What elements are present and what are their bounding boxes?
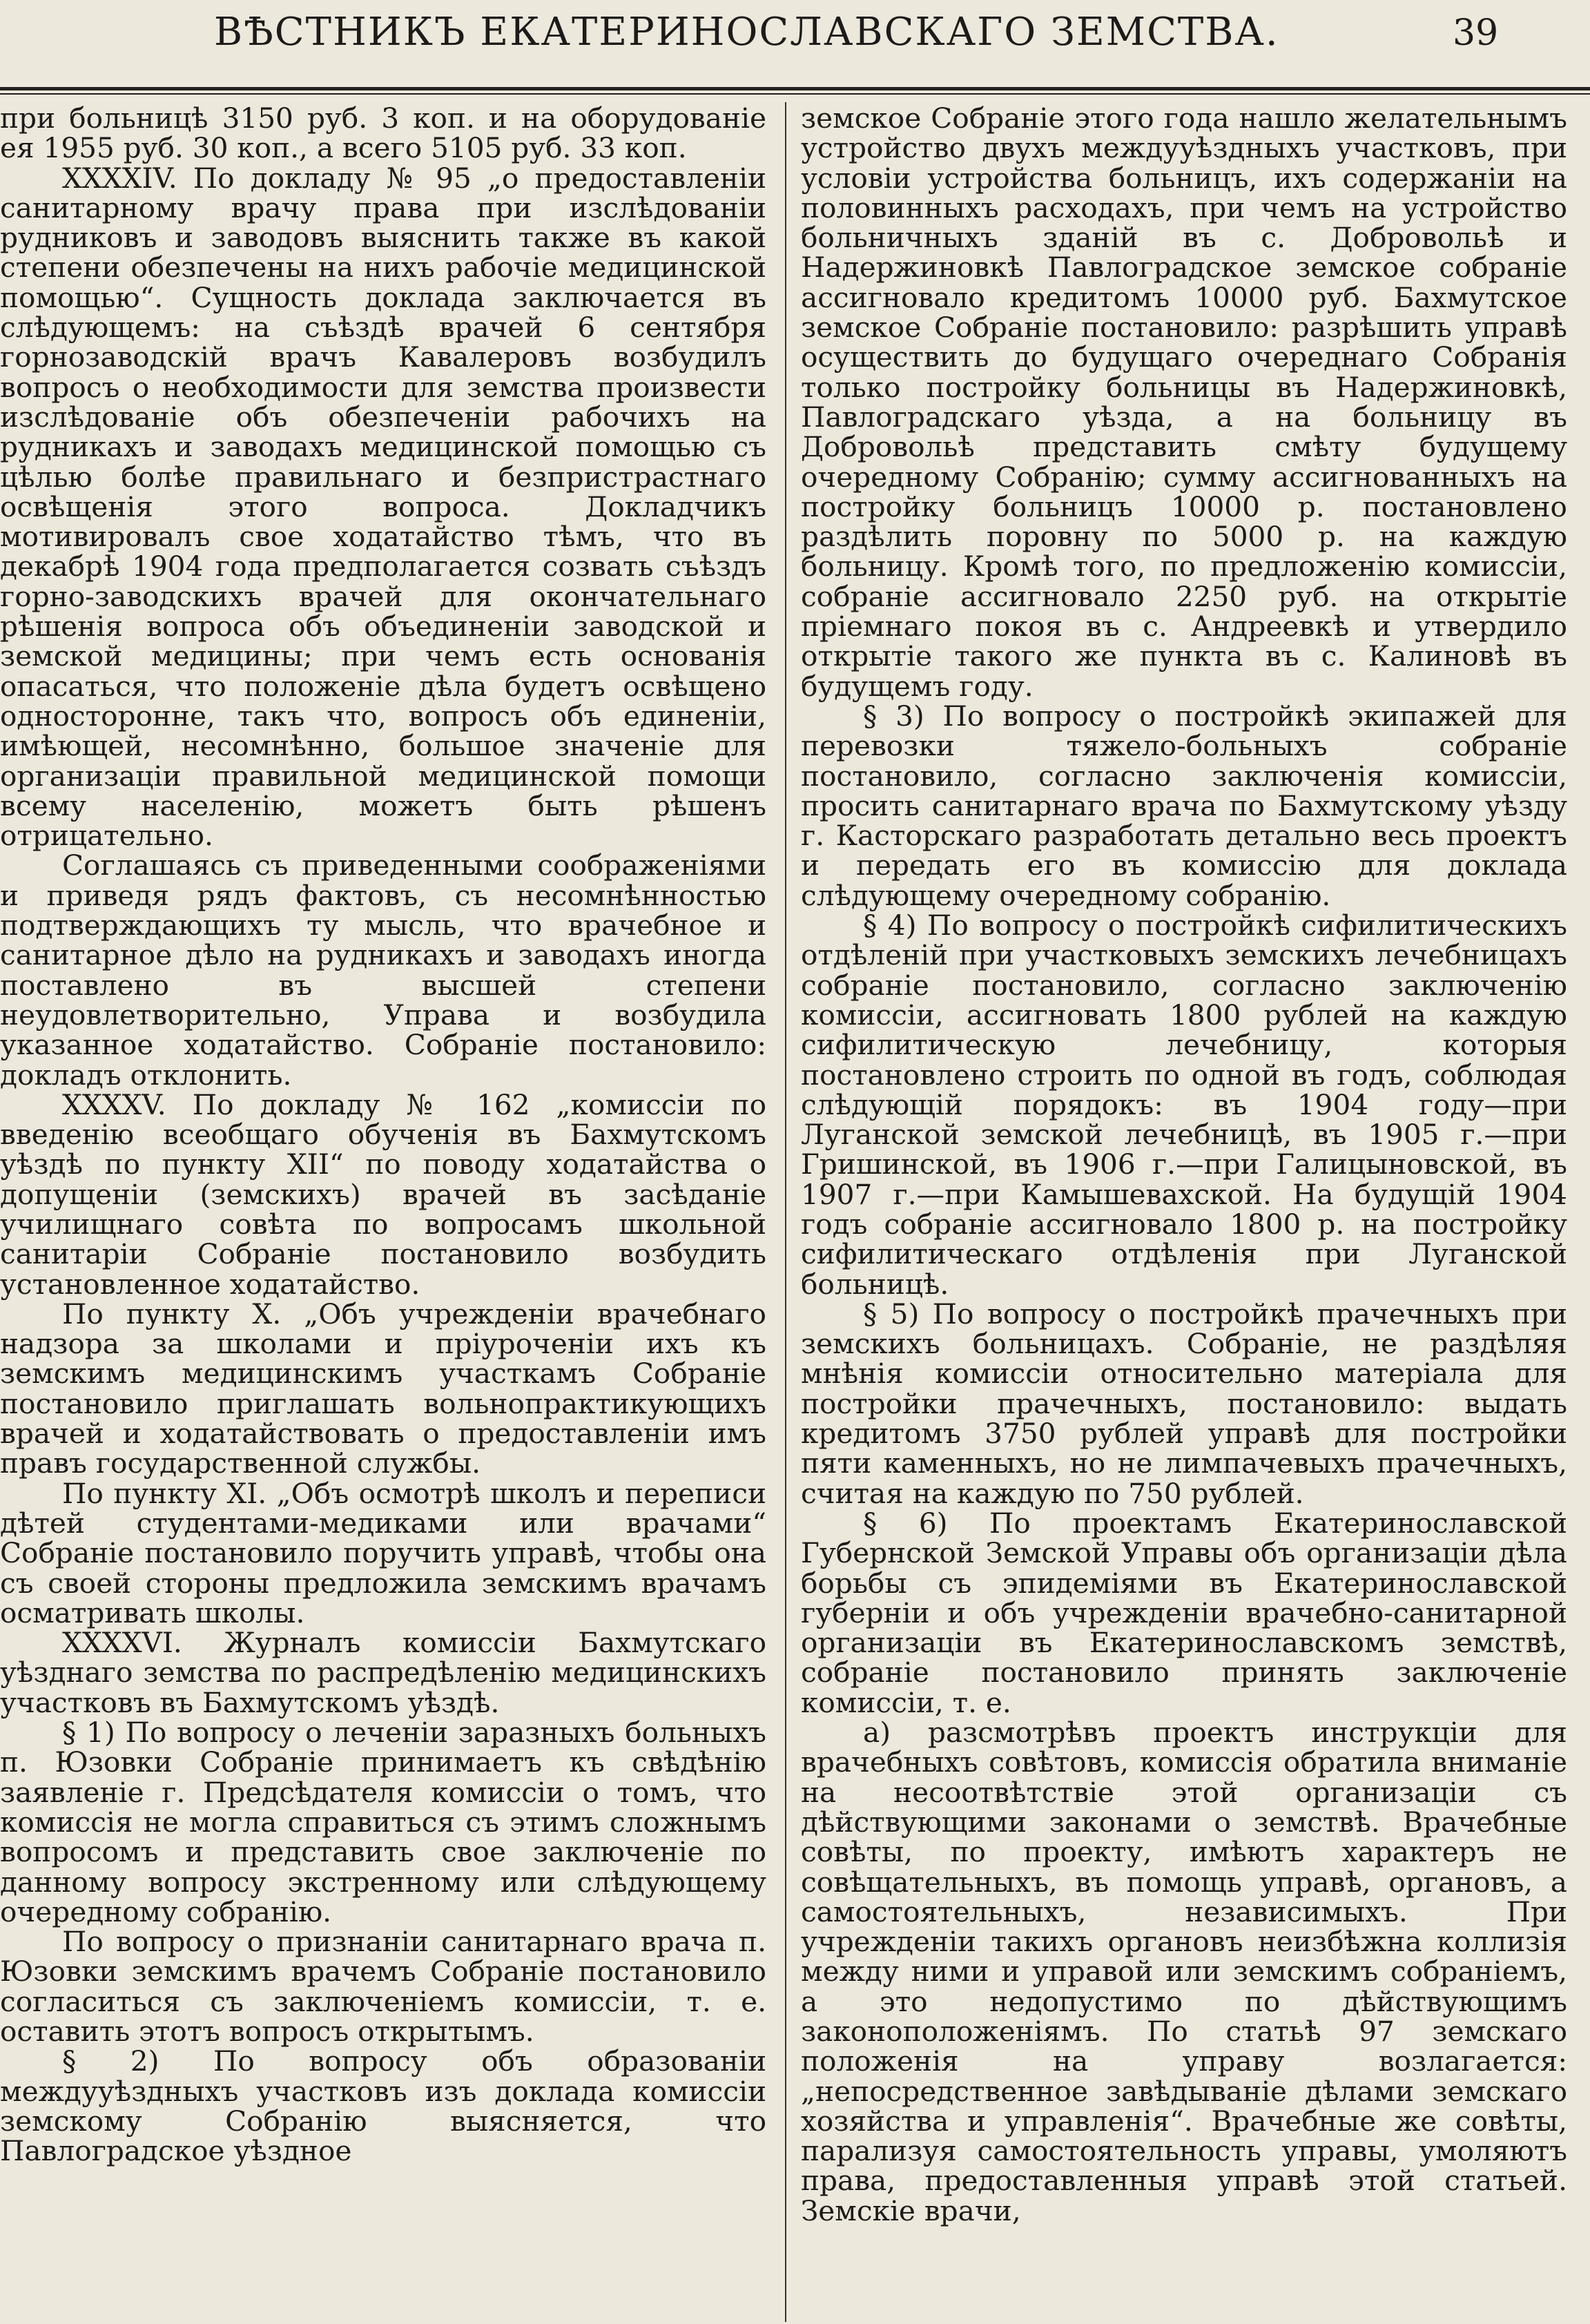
page-number: 39 <box>1453 12 1499 54</box>
paragraph: XXXXVI. Журналъ комиссіи Бахмутскаго уѣзднаго земства по распредѣленію медицинскихъ участковъ въ Бахмутскомъ уѣздѣ. <box>0 1626 766 1719</box>
paragraph: § 2) По вопросу объ образованіи междууѣздныхъ участковъ изъ доклада комиссіи земскому Собранію выясняется, что Павлоградское уѣздное <box>0 2044 766 2168</box>
paragraph: § 5) По вопросу о постройкѣ прачечныхъ при земскихъ больницахъ. Собраніе, не раздѣляя мнѣнія комиссіи относительно матеріала для постройки прачечныхъ, постановило: выдать кредитомъ 3750 рублей управѣ для постройки пяти каменныхъ, но не лимпачевыхъ прачечныхъ, считая на каждую по 750 рублей. <box>801 1297 1567 1510</box>
column-divider <box>785 102 786 2322</box>
paragraph: при больницѣ 3150 руб. 3 коп. и на оборудованіе ея 1955 руб. 30 коп., а всего 5105 руб. 33 коп. <box>0 101 766 165</box>
left-column <box>0 101 766 2168</box>
paragraph: § 3) По вопросу о постройкѣ экипажей для перевозки тяжело-больныхъ собраніе постановило, согласно заключенія комиссіи, просить санитарнаго врача по Бахмутскому уѣзду г. Касторскаго разработать детально весь проектъ и передать его въ комиссію для доклада слѣдующему очередному собранію. <box>801 699 1567 912</box>
paragraph: По пункту XI. „Объ осмотрѣ школъ и переписи дѣтей студентами-медиками или врачами“ Собраніе постановило поручить управѣ, чтобы она съ своей стороны предложила земскимъ врачамъ осматривать школы. <box>0 1476 766 1629</box>
paragraph: По пункту X. „Объ учрежденіи врачебнаго надзора за школами и пріуроченіи ихъ къ земскимъ медицинскимъ участкамъ Собраніе постановило приглашать вольнопрактикующихъ врачей и ходатайствовать о предоставленіи имъ правъ государственной службы. <box>0 1297 766 1480</box>
journal-title: ВѢСТНИКЪ ЕКАТЕРИНОСЛАВСКАГО ЗЕМСТВА. <box>214 10 1279 55</box>
paragraph: XXXXV. По докладу № 162 „комиссіи по введенію всеобщаго обученія въ Бахмутскомъ уѣздѣ по пункту XII“ по поводу ходатайства о допущеніи (земскихъ) врачей въ засѣданіе училищнаго совѣта по вопросамъ школьной санитаріи Собраніе постановило возбудить установленное ходатайство. <box>0 1087 766 1301</box>
paragraph: § 4) По вопросу о постройкѣ сифилитическихъ отдѣленій при участковыхъ земскихъ лечебницахъ собраніе постановило, согласно заключенію комиссіи, ассигновать 1800 рублей на каждую сифилитическую лечебницу, которыя постановлено строить по одной въ годъ, соблюдая слѣдующій порядокъ: въ 1904 году—при Луганской земской лечебницѣ, въ 1905 г.—при Гришинской, въ 1906 г.—при Галицыновской, въ 1907 г.—при Камышевахской. На будущій 1904 годъ собраніе ассигновало 1800 р. на постройку сифилитическаго отдѣленія при Луганской больницѣ. <box>801 909 1567 1301</box>
paragraph: XXXXIV. По докладу № 95 „о предоставленіи санитарному врачу права при изслѣдованіи рудниковъ и заводовъ выяснить также въ какой степени обезпечены на нихъ рабочіе медицинской помощью“. Сущность доклада заключается въ слѣдующемъ: на съѣздѣ врачей 6 сентября горнозаводскій врачъ Кавалеровъ возбудилъ вопросъ о необходимости для земства произвести изслѣдованіе объ обезпеченіи рабочихъ на рудникахъ и заводахъ медицинской помощью съ цѣлью болѣе правильнаго и безпристрастнаго освѣщенія этого вопроса. Докладчикъ мотивировалъ свое ходатайство тѣмъ, что въ декабрѣ 1904 года предполагается созвать съѣздъ горно-заводскихъ врачей для окончательнаго рѣшенія вопроса объ объединеніи заводской и земской медицины; при чемъ есть основанія опасаться, что положеніе дѣла будетъ освѣщено односторонне, такъ что, вопросъ объ единеніи, имѣющей, несомнѣнно, большое значеніе для организаціи правильной медицинской помощи всему населенію, можетъ быть рѣшенъ отрицательно. <box>0 161 766 853</box>
paragraph: Соглашаясь съ приведенными соображеніями и приведя рядъ фактовъ, съ несомнѣнностью подтверждающихъ ту мысль, что врачебное и санитарное дѣло на рудникахъ и заводахъ иногда поставлено въ высшей степени неудовлетворительно, Управа и возбудила указанное ходатайство. Собраніе постановило: докладъ отклонить. <box>0 849 766 1092</box>
paragraph: § 1) По вопросу о леченіи заразныхъ больныхъ п. Юзовки Собраніе принимаетъ къ свѣдѣнію заявленіе г. Предсѣдателя комиссіи о томъ, что комиссія не могла справиться съ этимъ сложнымъ вопросомъ и представить свое заключеніе по данному вопросу экстренному или слѣдующему очередному собранію. <box>0 1716 766 1928</box>
paragraph: § 6) По проектамъ Екатеринославской Губернской Земской Управы объ организаціи дѣла борьбы съ эпидеміями въ Екатеринославской губерніи и объ учрежденіи врачебно-санитарной организаціи въ Екатеринославскомъ земствѣ, собраніе постановило принять заключеніе комиссіи, т. е. <box>801 1506 1567 1719</box>
paragraph: земское Собраніе этого года нашло желательнымъ устройство двухъ междууѣздныхъ участковъ, при условіи устройства больницъ, ихъ содержаніи на половинныхъ расходахъ, при чемъ на устройство больничныхъ зданій въ с. Добровольѣ и Надержиновкѣ Павлоградское земское собраніе ассигновало кредитомъ 10000 руб. Бахмутское земское Собраніе постановило: разрѣшить управѣ осуществить до будущаго очереднаго Собранія только постройку больницы въ Надержиновкѣ, Павлоградскаго уѣзда, а на больницу въ Добровольѣ представить смѣту будущему очередному Собранію; сумму ассигнованныхъ на постройку больницъ 10000 р. постановлено раздѣлить поровну по 5000 р. на каждую больницу. Кромѣ того, по предложенію комиссіи, собраніе ассигновало 2250 руб. на открытіе пріемнаго покоя въ с. Андреевкѣ и утвердило открытіе такого же пункта въ с. Калиновѣ въ будущемъ году. <box>801 101 1567 703</box>
header-rule <box>0 87 1590 95</box>
paragraph: По вопросу о признаніи санитарнаго врача п. Юзовки земскимъ врачемъ Собраніе постановило согласиться съ заключеніемъ комиссіи, т. е. оставить этотъ вопросъ открытымъ. <box>0 1925 766 2048</box>
page-header <box>0 0 1590 83</box>
paragraph: а) разсмотрѣвъ проектъ инструкціи для врачебныхъ совѣтовъ, комиссія обратила вниманіе на несоотвѣтствіе этой организаціи съ дѣйствующими законами о земствѣ. Врачебные совѣты, по проекту, имѣютъ характеръ не совѣщательныхъ, въ помощь управѣ, органовъ, а самостоятельныхъ, независимыхъ. При учрежденіи такихъ органовъ неизбѣжна коллизія между ними и управой или земскимъ собраніемъ, а это недопустимо по дѣйствующимъ законоположеніямъ. По статьѣ 97 земскаго положенія на управу возлагается: „непосредственное завѣдываніе дѣлами земскаго хозяйства и управленія“. Врачебные же совѣты, парализуя самостоятельность управы, умоляютъ права, предоставленныя управѣ этой статьей. Земскіе врачи, <box>801 1716 1567 2227</box>
right-column <box>801 101 1567 2227</box>
